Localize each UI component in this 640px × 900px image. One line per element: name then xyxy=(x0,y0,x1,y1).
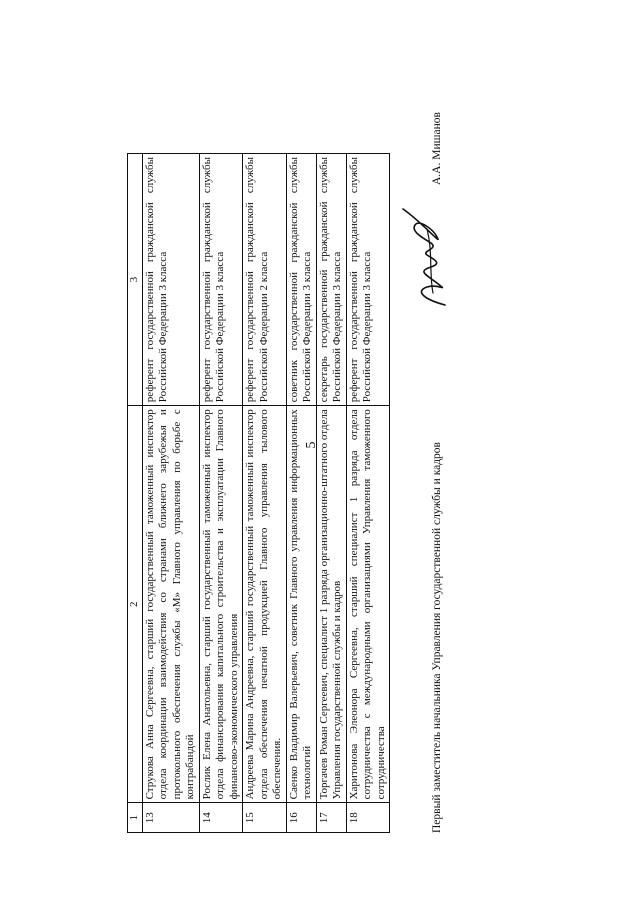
signatory-title: Первый заместитель начальника Управления государственной службы и кадров xyxy=(431,442,443,833)
header-col-2: 2 xyxy=(128,406,143,803)
row-number: 18 xyxy=(346,803,390,833)
handwritten-signature xyxy=(393,203,463,313)
row-name-position: Андреева Марина Андреевна, старший государственный таможенный инспектор отдела обеспечения печатной продукцией Главного управления тылового обеспечения. xyxy=(243,406,287,803)
table-row xyxy=(346,154,390,833)
table-row xyxy=(199,154,243,833)
row-number: 17 xyxy=(316,803,346,833)
row-name-position: Торгачев Роман Сергеевич, специалист 1 разряда организационно-штатного отдела Управления государственной службы и кадров xyxy=(316,406,346,803)
table-row xyxy=(286,154,316,833)
rotated-content xyxy=(127,63,467,833)
signatory-name: А.А. Мишанов xyxy=(431,112,443,185)
table-row xyxy=(316,154,346,833)
row-number: 16 xyxy=(286,803,316,833)
row-rank: референт государственной гражданской службы Российской Федерации 2 класса xyxy=(243,154,287,406)
row-number: 15 xyxy=(243,803,287,833)
table-row xyxy=(243,154,287,833)
table-header-row xyxy=(128,154,143,833)
row-name-position: Харитонова Элеонора Сергеевна, старший специалист 1 разряда отдела сотрудничества с международными организациями Управления таможенного сотрудничества xyxy=(346,406,390,803)
header-col-3: 3 xyxy=(128,154,143,406)
row-number: 13 xyxy=(142,803,199,833)
page-number: 5 xyxy=(304,441,319,449)
header-col-1: 1 xyxy=(128,803,143,833)
row-rank: референт государственной гражданской службы Российской Федерации 3 класса xyxy=(346,154,390,406)
row-name-position: Рослик Елена Анатольевна, старший государственный таможенный инспектор отдела финансирования капитального строительства и эксплуатации Главного финансово-экономического управления xyxy=(199,406,243,803)
row-rank: секретарь государственной гражданской службы Российской Федерации 3 класса xyxy=(316,154,346,406)
table-row xyxy=(142,154,199,833)
row-number: 14 xyxy=(199,803,243,833)
row-name-position: Струкова Анна Сергеевна, старший государственный таможенный инспектор отдела координации взаимодействия со странами ближнего зарубежья и протокольного обеспечения службы «М» Главного управления по борьбе с контрабандой xyxy=(142,406,199,803)
row-rank: референт государственной гражданской службы Российской Федерации 3 класса xyxy=(199,154,243,406)
row-rank: советник государственной гражданской службы Российской Федерации 3 класса xyxy=(286,154,316,406)
personnel-table xyxy=(127,153,390,833)
row-rank: референт государственной гражданской службы Российской Федерации 3 класса xyxy=(142,154,199,406)
row-name-position: Саенко Владимир Валерьевич, советник Главного управления информационных технологий xyxy=(286,406,316,803)
